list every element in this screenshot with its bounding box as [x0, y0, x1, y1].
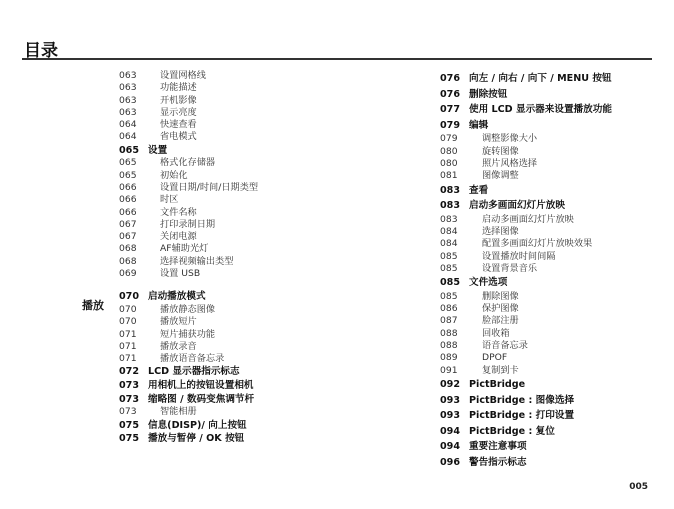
- toc-entry[interactable]: [440, 158, 670, 170]
- toc-page-number: 083: [440, 184, 461, 196]
- toc-page-number: 067: [119, 231, 137, 243]
- toc-entry-title: 选择图像: [482, 226, 519, 238]
- toc-page-number: 066: [119, 181, 137, 193]
- toc-entry-title: 设置背景音乐: [482, 262, 538, 274]
- toc-page-number: 069: [119, 268, 137, 280]
- toc-page-number: 088: [440, 340, 458, 352]
- toc-entry[interactable]: [440, 439, 670, 455]
- toc-entry[interactable]: [119, 419, 419, 433]
- toc-entry-title: 显示亮度: [160, 106, 197, 118]
- toc-page-number: 086: [440, 303, 458, 315]
- toc-entry[interactable]: [119, 82, 419, 94]
- toc-entry-title: 脸部注册: [482, 315, 519, 327]
- page-number: 005: [629, 482, 648, 492]
- toc-entry-title: LCD 显示器指示标志: [148, 366, 240, 378]
- toc-entry-title: PictBridge : 图像选择: [469, 394, 575, 406]
- toc-entry-title: 开机影像: [160, 94, 197, 106]
- toc-page-number: 096: [440, 456, 461, 468]
- toc-entry[interactable]: [119, 182, 419, 194]
- toc-entry[interactable]: [440, 424, 670, 440]
- toc-page-number: 076: [440, 73, 461, 84]
- toc-page-number: 084: [440, 226, 458, 238]
- toc-entry-title: 播放录音: [160, 340, 197, 352]
- toc-entry-title: 查看: [469, 184, 489, 196]
- toc-entry-title: 缩略图 / 数码变焦调节杆: [148, 393, 255, 405]
- toc-entry-title: 启动多画面幻灯片放映: [482, 213, 574, 225]
- toc-entry-title: 设置网格线: [160, 70, 206, 81]
- toc-entry-title: 播放与暂停 / OK 按钮: [148, 433, 245, 445]
- toc-right-column: [440, 71, 670, 470]
- toc-entry-title: 播放语音备忘录: [160, 353, 225, 365]
- toc-entry[interactable]: [440, 71, 670, 87]
- toc-entry-title: 播放短片: [160, 316, 197, 328]
- toc-entry[interactable]: [119, 406, 419, 418]
- toc-entry-title: 复制到卡: [482, 364, 519, 376]
- toc-entry-title: PictBridge : 复位: [469, 425, 555, 437]
- toc-entry[interactable]: [119, 290, 419, 304]
- toc-entry-title: 回收箱: [482, 327, 510, 339]
- toc-entry-title: 重要注意事项: [469, 441, 527, 453]
- toc-entry[interactable]: [440, 455, 670, 471]
- toc-page-number: 091: [440, 364, 458, 376]
- toc-entry[interactable]: [119, 365, 419, 379]
- toc-page-number: 081: [440, 170, 458, 182]
- toc-entry[interactable]: [119, 231, 419, 243]
- toc-page-number: 068: [119, 255, 137, 267]
- toc-entry-title: 文件名称: [160, 206, 197, 218]
- toc-page-number: 063: [119, 106, 137, 118]
- toc-entry-title: 旋转图像: [482, 145, 519, 157]
- toc-entry[interactable]: [119, 70, 419, 82]
- toc-page-number: 075: [119, 419, 140, 431]
- toc-entry-title: 设置日期/时间/日期类型: [160, 181, 259, 193]
- toc-entry[interactable]: [119, 144, 419, 158]
- toc-entry[interactable]: [119, 341, 419, 353]
- toc-entry-title: 使用 LCD 显示器来设置播放功能: [469, 104, 612, 116]
- toc-entry[interactable]: [440, 315, 670, 327]
- toc-entry[interactable]: [440, 275, 670, 291]
- toc-page-number: 071: [119, 353, 137, 365]
- toc-entry[interactable]: [440, 251, 670, 263]
- toc-entry-title: PictBridge: [469, 378, 526, 390]
- toc-page-number: 092: [440, 378, 461, 390]
- toc-entry[interactable]: [119, 379, 419, 393]
- toc-entry-title: 设置播放时间间隔: [482, 250, 556, 262]
- toc-entry-title: 语音备忘录: [482, 340, 528, 352]
- toc-page-number: 094: [440, 425, 461, 437]
- toc-entry-title: 警告指示标志: [469, 456, 527, 468]
- toc-entry[interactable]: [440, 291, 670, 303]
- toc-entry[interactable]: [440, 408, 670, 424]
- toc-page-number: 073: [119, 406, 137, 418]
- section-label-playback: 播放: [82, 299, 104, 312]
- toc-entry[interactable]: [440, 303, 670, 315]
- toc-entry[interactable]: [119, 119, 419, 131]
- toc-entry[interactable]: [440, 170, 670, 182]
- toc-entry[interactable]: [440, 102, 670, 118]
- toc-page-number: 071: [119, 340, 137, 352]
- toc-entry-title: 播放静态图像: [160, 303, 216, 315]
- toc-entry-title: 启动播放模式: [148, 291, 206, 303]
- toc-page-number: 064: [119, 131, 137, 143]
- toc-page-number: 087: [440, 315, 458, 327]
- toc-entry[interactable]: [440, 328, 670, 340]
- title-divider: [22, 58, 652, 60]
- toc-page-number: 063: [119, 94, 137, 106]
- toc-entry[interactable]: [440, 183, 670, 199]
- toc-page-number: 075: [119, 433, 140, 445]
- toc-entry[interactable]: [440, 226, 670, 238]
- toc-page-number: 076: [440, 88, 461, 100]
- toc-page-number: 070: [119, 303, 137, 315]
- toc-entry[interactable]: [119, 131, 419, 143]
- toc-page-number: 093: [440, 410, 461, 422]
- toc-entry[interactable]: [119, 207, 419, 219]
- toc-page-number: 094: [440, 441, 461, 453]
- toc-entry[interactable]: [440, 133, 670, 145]
- toc-page-number: 064: [119, 119, 137, 131]
- toc-entry[interactable]: [119, 170, 419, 182]
- toc-entry-title: 启动多画面幻灯片放映: [469, 200, 565, 212]
- toc-page-number: 070: [119, 291, 140, 303]
- toc-page-number: 065: [119, 157, 137, 169]
- toc-page-number: 093: [440, 394, 461, 406]
- toc-page-number: 077: [440, 104, 461, 116]
- toc-entry-title: 格式化存储器: [160, 157, 216, 169]
- toc-left-group-settings: [119, 70, 419, 280]
- toc-page-number: 073: [119, 393, 140, 405]
- toc-page-number: 085: [440, 290, 458, 302]
- toc-page-number: 070: [119, 316, 137, 328]
- toc-entry[interactable]: [119, 219, 419, 231]
- toc-entry-title: PictBridge : 打印设置: [469, 410, 575, 422]
- toc-entry-title: AF辅助光灯: [160, 243, 209, 255]
- toc-entry-title: 省电模式: [160, 131, 197, 143]
- toc-entry[interactable]: [119, 194, 419, 206]
- toc-page-number: 079: [440, 119, 461, 131]
- toc-entry[interactable]: [440, 118, 670, 134]
- toc-entry[interactable]: [119, 95, 419, 107]
- toc-entry[interactable]: [119, 157, 419, 169]
- toc-page-number: 071: [119, 328, 137, 340]
- toc-entry[interactable]: [119, 393, 419, 407]
- toc-page-number: 089: [440, 352, 458, 364]
- toc-page-number: 079: [440, 133, 458, 145]
- toc-entry[interactable]: [119, 243, 419, 255]
- toc-entry[interactable]: [119, 432, 419, 446]
- toc-entry-title: 短片捕获功能: [160, 328, 216, 340]
- toc-entry-title: DPOF: [482, 352, 508, 364]
- toc-entry-title: 信息(DISP)/ 向上按钮: [148, 419, 247, 431]
- toc-entry[interactable]: [440, 238, 670, 250]
- toc-entry[interactable]: [119, 304, 419, 316]
- toc-entry[interactable]: [119, 329, 419, 341]
- toc-page-number: 066: [119, 194, 137, 206]
- toc-entry-title: 设置 USB: [160, 268, 201, 280]
- toc-entry-title: 时区: [160, 194, 179, 206]
- toc-page-number: 085: [440, 277, 461, 289]
- toc-entry[interactable]: [119, 316, 419, 328]
- toc-entry-title: 向左 / 向右 / 向下 / MENU 按钮: [469, 73, 612, 84]
- toc-page-number: 085: [440, 262, 458, 274]
- toc-entry-title: 配置多画面幻灯片放映效果: [482, 238, 593, 250]
- toc-entry[interactable]: [440, 263, 670, 275]
- toc-entry-title: 用相机上的按钮设置相机: [148, 380, 254, 392]
- toc-page-number: 083: [440, 213, 458, 225]
- toc-entry[interactable]: [119, 256, 419, 268]
- toc-entry-title: 关闭电源: [160, 231, 197, 243]
- toc-entry-title: 打印录制日期: [160, 218, 216, 230]
- toc-left-column: [119, 70, 419, 446]
- toc-page-number: 065: [119, 169, 137, 181]
- toc-page-number: 080: [440, 145, 458, 157]
- toc-entry[interactable]: [440, 214, 670, 226]
- toc-entry[interactable]: [440, 365, 670, 377]
- toc-entry[interactable]: [440, 352, 670, 364]
- toc-left-group-playback: [119, 290, 419, 445]
- toc-entry[interactable]: [440, 393, 670, 409]
- toc-entry-title: 初始化: [160, 169, 188, 181]
- toc-entry-title: 编辑: [469, 119, 489, 131]
- toc-page-number: 083: [440, 200, 461, 212]
- toc-entry-title: 图像调整: [482, 170, 519, 182]
- toc-page-number: 073: [119, 380, 140, 392]
- toc-entry[interactable]: [440, 198, 670, 214]
- toc-entry-title: 调整影像大小: [482, 133, 538, 145]
- toc-entry-title: 快速查看: [160, 119, 197, 131]
- toc-entry[interactable]: [119, 107, 419, 119]
- toc-entry-title: 文件选项: [469, 277, 508, 289]
- toc-page-number: 063: [119, 70, 137, 81]
- toc-group-gap: [119, 280, 419, 290]
- toc-entry[interactable]: [440, 340, 670, 352]
- toc-entry-title: 选择视频输出类型: [160, 255, 234, 267]
- page-title: 目录: [24, 41, 58, 61]
- toc-entry-title: 功能描述: [160, 82, 197, 94]
- toc-entry-title: 删除图像: [482, 290, 519, 302]
- toc-page-number: 065: [119, 144, 140, 156]
- toc-entry[interactable]: [440, 87, 670, 103]
- toc-page-number: 088: [440, 327, 458, 339]
- toc-entry-title: 保护图像: [482, 303, 519, 315]
- toc-entry-title: 智能相册: [160, 406, 197, 418]
- toc-entry[interactable]: [440, 146, 670, 158]
- toc-page-number: 066: [119, 206, 137, 218]
- toc-entry[interactable]: [440, 377, 670, 393]
- toc-entry-title: 删除按钮: [469, 88, 508, 100]
- toc-page-number: 072: [119, 366, 140, 378]
- toc-page-number: 085: [440, 250, 458, 262]
- toc-page-number: 084: [440, 238, 458, 250]
- toc-entry[interactable]: [119, 353, 419, 365]
- toc-entry-title: 设置: [148, 144, 168, 156]
- toc-entry[interactable]: [119, 268, 419, 280]
- toc-page-number: 067: [119, 218, 137, 230]
- toc-entry-title: 照片风格选择: [482, 157, 538, 169]
- toc-page-number: 063: [119, 82, 137, 94]
- toc-page-number: 068: [119, 243, 137, 255]
- toc-page-number: 080: [440, 157, 458, 169]
